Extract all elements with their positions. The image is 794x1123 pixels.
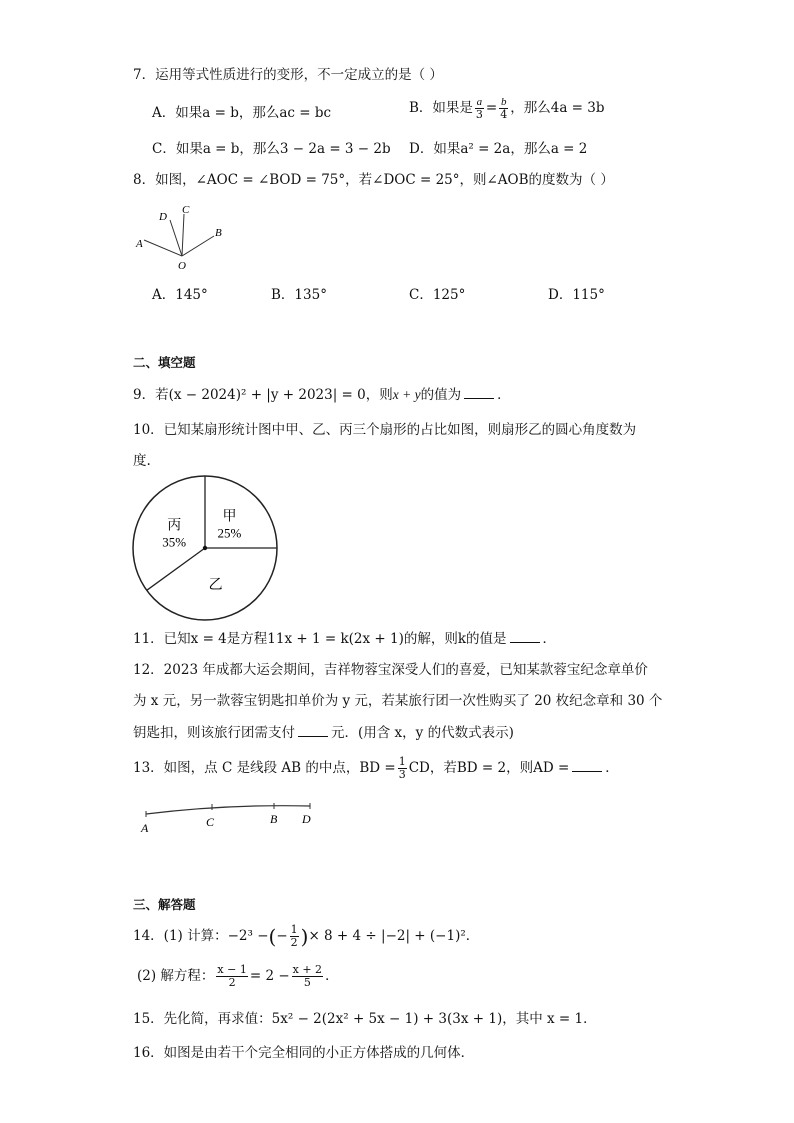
q12-line2: 为 x 元，另一款蓉宝钥匙扣单价为 y 元，若某旅行团一次性购买了 20 枚纪念章和 30 个 (133, 693, 663, 709)
q8-option-a: A．145° (152, 287, 208, 303)
q14-part1: 14．(1) 计算：−2³ −(− $\frac{1}{2}$ )× 8 + 4 ÷ |−2| + (−1)²． (133, 923, 480, 949)
q14-part1-post: × 8 + 4 ÷ |−2| + (−1)²． (308, 928, 480, 944)
q13-label-b: B (270, 812, 278, 826)
q7-option-b-frac-a: $\frac{a}{3}$ (475, 96, 483, 121)
pie-center-dot (203, 546, 207, 550)
q12-line1: 12．2023 年成都大运会期间，吉祥物蓉宝深受人们的喜爱，已知某款蓉宝纪念章单价 (133, 662, 648, 678)
q8-stem: 8．如图，∠AOC = ∠BOD = 75°，若∠DOC = 25°，则∠AOB的度数为（ ） (133, 172, 614, 188)
q11-answer-blank[interactable] (510, 629, 540, 643)
q9-var: x + y (392, 387, 421, 402)
q8-label-b: B (215, 227, 222, 239)
q16: 16．如图是由若干个完全相同的小正方体搭成的几何体． (133, 1045, 475, 1061)
q12-answer-blank[interactable] (298, 723, 328, 737)
q10-line2: 度. (133, 453, 151, 469)
q12-line3-pre: 钥匙扣，则该旅行团需支付 (133, 725, 295, 741)
q8-option-d: D．115° (548, 287, 605, 303)
pie-label-name-2: 乙 (208, 577, 223, 593)
q14-part2-frac1: $\frac{x - 1}{2}$ (217, 963, 247, 989)
q14-part2-pre: (2) 解方程： (137, 968, 215, 984)
q9: 9．若(x − 2024)² + |y + 2023| = 0，则x + y的值为 ． (133, 387, 511, 403)
q8-option-b: B．135° (271, 287, 327, 303)
section-fill-in-title: 二、填空题 (133, 355, 196, 370)
q7-option-b-pre: B．如果是 (409, 100, 473, 116)
q12-line3 (133, 723, 514, 742)
q8-label-d: D (159, 211, 167, 223)
q7-option-b-eq: = (485, 100, 498, 116)
section-solve-title: 三、解答题 (133, 897, 196, 912)
pie-label-pct-3: 35% (162, 534, 187, 550)
q13-answer-blank[interactable] (572, 758, 602, 772)
q13: 13．如图，点 C 是线段 AB 的中点，BD = $\frac{1}{3}$ CD，若BD = 2，则AD = ． (133, 755, 619, 781)
q14-part1-pre: 14．(1) 计算：−2³ − (133, 928, 269, 944)
pie-label-pct-1: 25% (217, 525, 242, 541)
q7-option-a: A．如果a = b，那么ac = bc (152, 105, 332, 121)
q13-label-a: A (141, 821, 149, 835)
q14-part2 (137, 964, 339, 989)
q7-stem: 7．运用等式性质进行的变形，不一定成立的是（ ） (133, 67, 443, 83)
q11-text: 11．已知x = 4是方程11x + 1 = k(2x + 1)的解，则k的值是 (133, 631, 507, 647)
q12-line3-post: 元．(用含 x，y 的代数式表示) (331, 725, 514, 741)
q8-option-c: C．125° (409, 287, 466, 303)
q13-post: CD，若BD = 2，则AD = (408, 760, 570, 776)
q7-option-b-post: ，那么4a = 3b (510, 100, 605, 116)
q8-label-a: A (136, 238, 143, 250)
q7-option-b-frac-b: $\frac{b}{4}$ (500, 96, 508, 121)
q13-label-d: D (302, 812, 311, 826)
q8-label-o: O (178, 260, 186, 272)
q9-pre: 9．若(x − 2024)² + |y + 2023| = 0，则 (133, 387, 393, 403)
q15: 15．先化简，再求值：5x² − 2(2x² + 5x − 1) + 3(3x + 1)，其中 x = 1． (133, 1011, 597, 1027)
q14-part2-post: ． (325, 968, 339, 984)
q9-answer-blank[interactable] (464, 385, 494, 399)
q10-line1: 10．已知某扇形统计图中甲、乙、丙三个扇形的占比如图，则扇形乙的圆心角度数为 (133, 422, 637, 438)
q7-option-d: D．如果a² = 2a，那么a = 2 (409, 141, 588, 157)
q8-label-c: C (182, 204, 190, 216)
q13-segment-figure (138, 798, 328, 838)
q7-option-b (409, 96, 605, 121)
pie-label-name-1: 甲 (222, 509, 237, 525)
q11: 11．已知x = 4是方程11x + 1 = k(2x + 1)的解，则k的值是 ． (133, 631, 557, 647)
q14-part2-frac2: $\frac{x + 2}{5}$ (292, 963, 323, 989)
q9-post: 的值为 (420, 387, 462, 403)
q13-frac: $\frac{1}{3}$ (398, 755, 406, 781)
q14-part1-frac: $\frac{1}{2}$ (290, 923, 298, 949)
q13-label-c: C (206, 815, 215, 829)
q7-option-c: C．如果a = b，那么3 − 2a = 3 − 2b (152, 141, 391, 157)
pie-label-name-3: 丙 (167, 518, 182, 534)
q14-part2-mid: = 2 − (249, 968, 290, 984)
q13-pre: 13．如图，点 C 是线段 AB 的中点，BD = (133, 760, 396, 776)
pie-chart (130, 473, 280, 623)
q8-angle-figure (128, 198, 238, 274)
